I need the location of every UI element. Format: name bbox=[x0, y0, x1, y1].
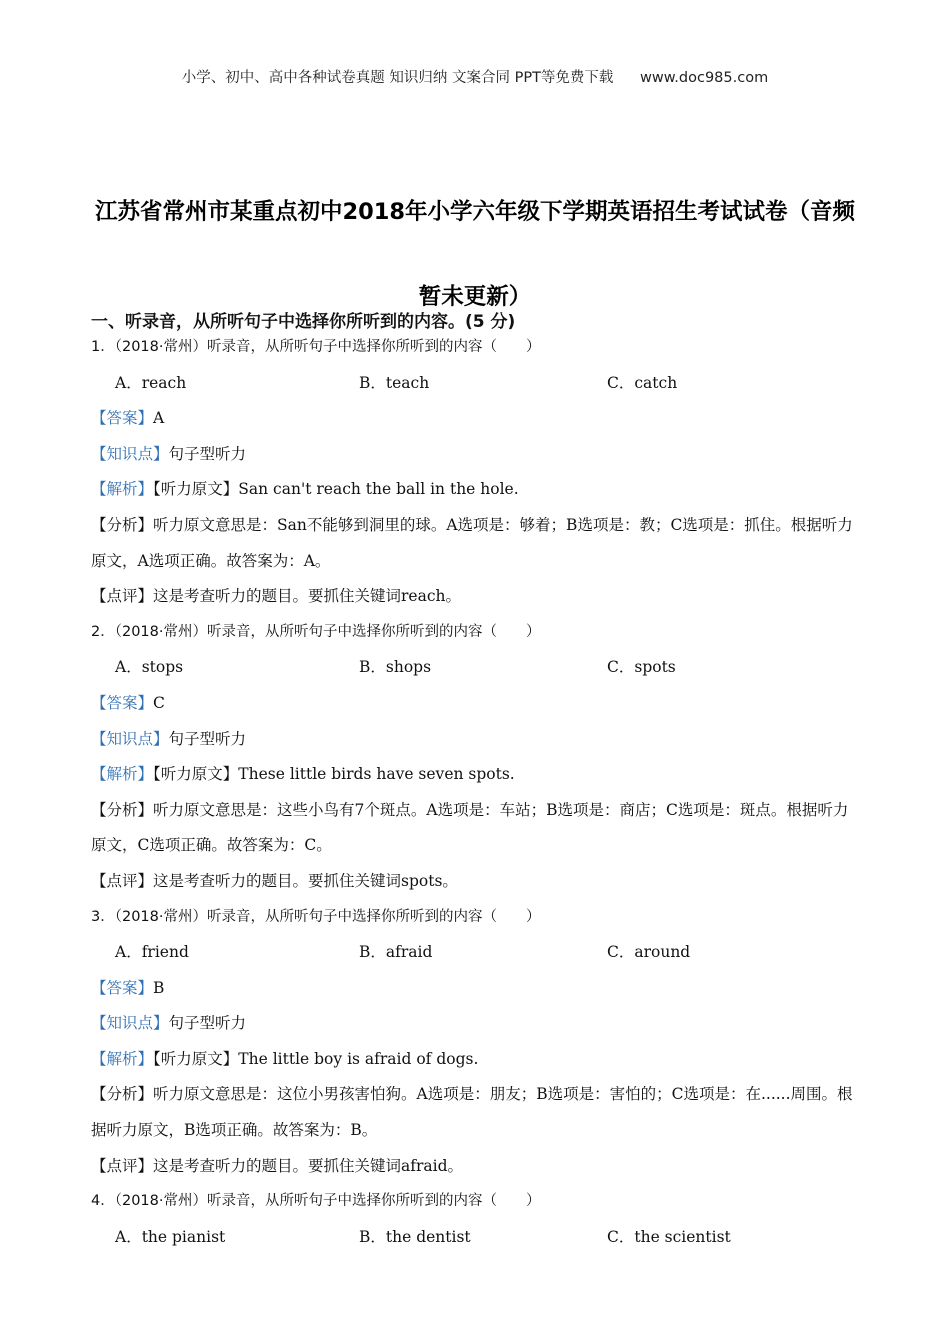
transcript-line bbox=[91, 757, 861, 793]
option-c: C．catch bbox=[607, 373, 678, 392]
analysis-line bbox=[91, 793, 861, 864]
comment-text: 这是考查听力的题目。要抓住关键词afraid。 bbox=[153, 1156, 464, 1175]
comment-text: 这是考查听力的题目。要抓住关键词spots。 bbox=[153, 871, 458, 890]
section-heading: 一、听录音，从所听句子中选择你所听到的内容。(5 分) bbox=[91, 312, 516, 332]
comment-line bbox=[91, 864, 861, 900]
analysis-text: 听力原文意思是：这位小男孩害怕狗。A选项是：朋友；B选项是：害怕的；C选项是：在......周围。根据听力原文，B选项正确。故答案为：B。 bbox=[91, 1085, 853, 1140]
option-b: B．shops bbox=[359, 658, 432, 677]
option-b: B．teach bbox=[359, 373, 430, 392]
analysis-tag: 【解析】 bbox=[91, 1049, 154, 1068]
option-c: C．spots bbox=[607, 658, 676, 677]
exam-title: 江苏省常州市某重点初中2018年小学六年级下学期英语招生考试试卷（音频暂未更新） bbox=[94, 199, 856, 310]
option-row bbox=[91, 366, 861, 402]
option-row bbox=[91, 1220, 861, 1256]
page-header bbox=[0, 66, 950, 87]
analysis-text: 听力原文意思是：这些小鸟有7个斑点。A选项是：车站；B选项是：商店；C选项是：斑点。根据听力原文，C选项正确。故答案为：C。 bbox=[91, 800, 849, 855]
analysis-tag: 【解析】 bbox=[91, 480, 154, 499]
answer-tag: 【答案】 bbox=[91, 409, 154, 428]
answer-value: B bbox=[153, 978, 165, 997]
header-site: www.doc985.com bbox=[640, 70, 769, 86]
analysis-tag: 【解析】 bbox=[91, 765, 154, 784]
answer-line bbox=[91, 401, 861, 437]
answer-value: C bbox=[153, 693, 165, 712]
option-c: C．the scientist bbox=[607, 1227, 731, 1246]
comment-text: 这是考查听力的题目。要抓住关键词reach。 bbox=[153, 587, 462, 606]
option-b: B．the dentist bbox=[359, 1227, 471, 1246]
option-a: A．friend bbox=[115, 943, 189, 962]
header-text: 小学、初中、高中各种试卷真题 知识归纳 文案合同 PPT等免费下载 bbox=[181, 70, 614, 86]
analysis-line bbox=[91, 1077, 861, 1148]
knowledge-tag: 【知识点】 bbox=[91, 729, 169, 748]
option-a: A．stops bbox=[115, 658, 184, 677]
knowledge-line bbox=[91, 722, 861, 758]
transcript-line bbox=[91, 472, 861, 508]
knowledge-line bbox=[91, 1006, 861, 1042]
question-stem: 3．（2018·常州）听录音，从所听句子中选择你所听到的内容（ ） bbox=[91, 908, 541, 925]
question-stem: 4．（2018·常州）听录音，从所听句子中选择你所听到的内容（ ） bbox=[91, 1193, 541, 1210]
knowledge-line bbox=[91, 437, 861, 473]
listening-tag: 【听力原文】 bbox=[153, 480, 239, 499]
option-b: B．afraid bbox=[359, 943, 433, 962]
fenxi-tag: 【分析】 bbox=[91, 515, 154, 534]
listening-tag: 【听力原文】 bbox=[153, 765, 239, 784]
transcript-line bbox=[91, 1042, 861, 1078]
analysis-line bbox=[91, 508, 861, 579]
knowledge-tag: 【知识点】 bbox=[91, 444, 169, 463]
option-row bbox=[91, 650, 861, 686]
option-row bbox=[91, 935, 861, 971]
option-a: A．reach bbox=[115, 373, 187, 392]
answer-line bbox=[91, 686, 861, 722]
comment-line bbox=[91, 1149, 861, 1185]
listening-tag: 【听力原文】 bbox=[153, 1049, 239, 1068]
knowledge-tag: 【知识点】 bbox=[91, 1014, 169, 1033]
knowledge-value: 句子型听力 bbox=[168, 1014, 247, 1033]
option-c: C．around bbox=[607, 943, 691, 962]
fenxi-tag: 【分析】 bbox=[91, 800, 154, 819]
fenxi-tag: 【分析】 bbox=[91, 1085, 154, 1104]
question-stem: 1．（2018·常州）听录音，从所听句子中选择你所听到的内容（ ） bbox=[91, 339, 541, 355]
analysis-text: 听力原文意思是：San不能够到洞里的球。A选项是：够着；B选项是：教；C选项是：抓住。根据听力原文，A选项正确。故答案为：A。 bbox=[91, 515, 853, 570]
comment-line bbox=[91, 579, 861, 615]
transcript-text: The little boy is afraid of dogs. bbox=[238, 1049, 479, 1068]
transcript-text: These little birds have seven spots. bbox=[238, 765, 515, 784]
answer-line bbox=[91, 971, 861, 1007]
knowledge-value: 句子型听力 bbox=[168, 444, 247, 463]
comment-tag: 【点评】 bbox=[91, 871, 154, 890]
answer-tag: 【答案】 bbox=[91, 978, 154, 997]
comment-tag: 【点评】 bbox=[91, 587, 154, 606]
knowledge-value: 句子型听力 bbox=[168, 729, 247, 748]
transcript-text: San can't reach the ball in the hole. bbox=[238, 480, 519, 499]
answer-value: A bbox=[153, 409, 165, 428]
option-a: A．the pianist bbox=[115, 1227, 226, 1246]
question-list bbox=[91, 330, 861, 1255]
question-stem: 2．（2018·常州）听录音，从所听句子中选择你所听到的内容（ ） bbox=[91, 623, 541, 640]
answer-tag: 【答案】 bbox=[91, 693, 154, 712]
comment-tag: 【点评】 bbox=[91, 1156, 154, 1175]
